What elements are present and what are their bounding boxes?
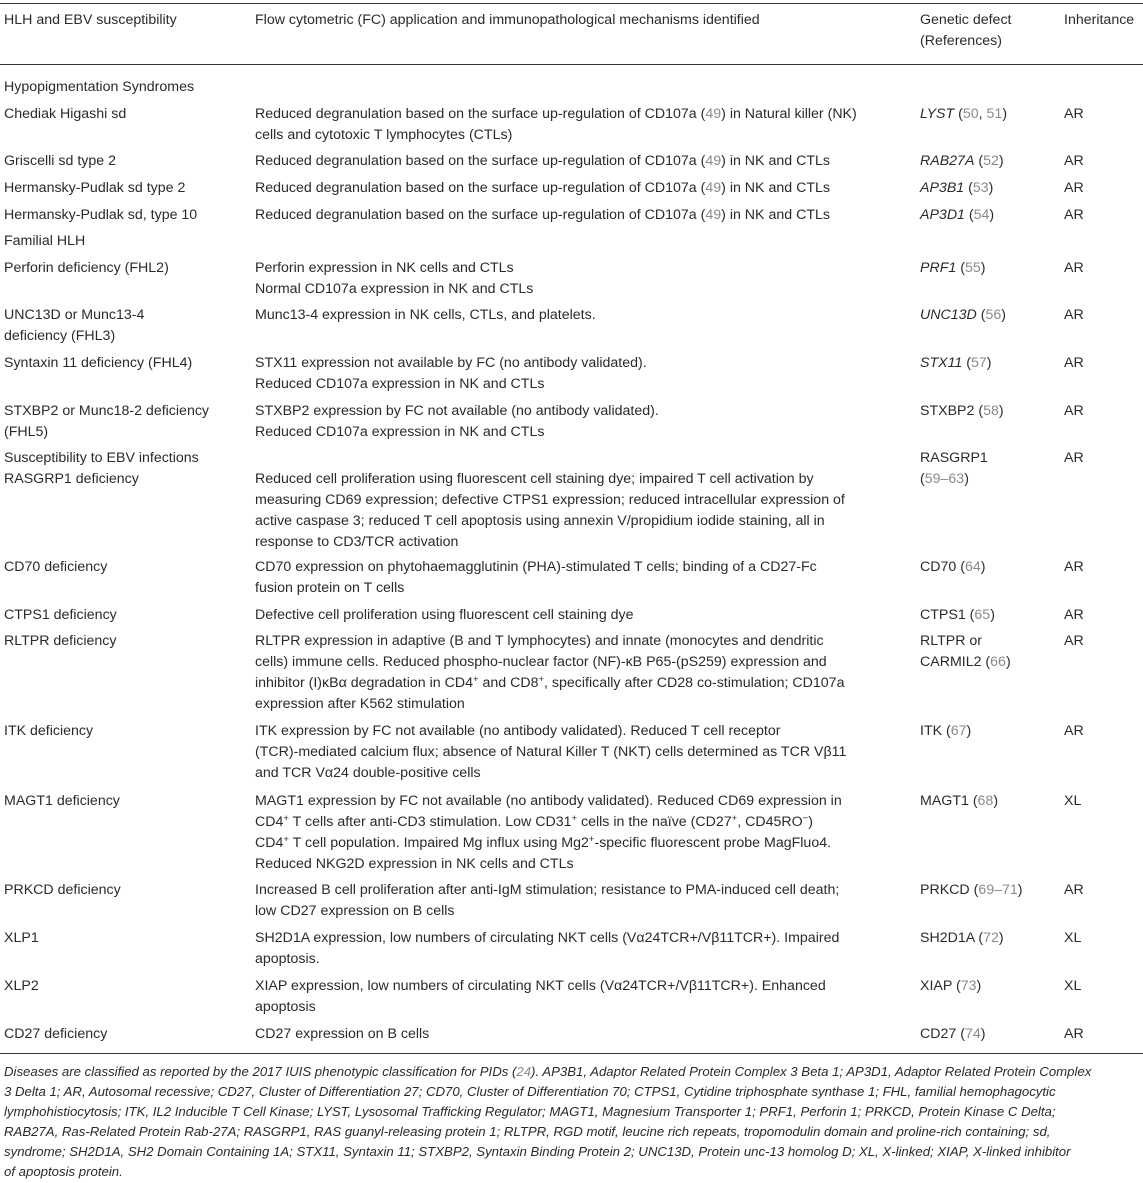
reference-link[interactable]: 69–71 xyxy=(978,882,1018,898)
disease-cell xyxy=(4,401,244,443)
footnote-line: of apoptosis protein. xyxy=(4,1164,123,1179)
disease-cell xyxy=(4,721,244,742)
footnote-line: lymphohistiocytosis; ITK, IL2 Inducible T Cell Kinase; LYST, Lysosomal Trafficking Regulator; MAGT1, Magnesium Transporter 1; PRF1, Perforin 1; PRKCD, Protein Kinase C Delta; xyxy=(4,1104,1056,1119)
gene-cell: MAGT1 (68) xyxy=(920,793,999,809)
inheritance-cell: AR xyxy=(1064,307,1084,323)
inheritance-cell: XL xyxy=(1064,930,1082,946)
disease-cell xyxy=(4,353,244,374)
disease-line: RLTPR deficiency xyxy=(4,633,117,649)
inheritance-cell: AR xyxy=(1064,607,1084,623)
gene-cell: CD27 (74) xyxy=(920,1026,986,1042)
description-cell xyxy=(255,178,917,199)
disease-cell xyxy=(4,178,244,199)
description-text: Reduced degranulation based on the surface up-regulation of CD107a ( xyxy=(255,153,706,169)
reference-link[interactable]: 65 xyxy=(974,607,991,623)
description-line: XIAP expression, low numbers of circulating NKT cells (Vα24TCR+/Vβ11TCR+). Enhanced xyxy=(255,978,826,994)
description-line: and TCR Vα24 double-positive cells xyxy=(255,765,481,781)
description-cell xyxy=(255,928,917,970)
disease-cell xyxy=(4,1024,244,1045)
description-cell xyxy=(255,721,917,784)
reference-link[interactable]: 51 xyxy=(986,106,1003,122)
reference-link[interactable]: 67 xyxy=(950,723,967,739)
disease-cell xyxy=(4,258,244,279)
inheritance-cell: AR xyxy=(1064,633,1084,649)
reference-link[interactable]: 50 xyxy=(962,106,979,122)
description-line: SH2D1A expression, low numbers of circulating NKT cells (Vα24TCR+/Vβ11TCR+). Impaired xyxy=(255,930,840,946)
description-cell xyxy=(255,205,917,226)
description-line: STXBP2 expression by FC not available (no antibody validated). xyxy=(255,403,659,419)
description-cell xyxy=(255,401,917,443)
description-text: Reduced degranulation based on the surface up-regulation of CD107a ( xyxy=(255,106,706,122)
top-rule xyxy=(0,3,1143,4)
disease-line: CD27 deficiency xyxy=(4,1026,108,1042)
gene-cell: ITK (67) xyxy=(920,723,972,739)
inheritance-cell: AR xyxy=(1064,450,1084,466)
header-flow-cytometric: Flow cytometric (FC) application and immunopathological mechanisms identified xyxy=(255,12,760,28)
disease-line: Hermansky-Pudlak sd, type 10 xyxy=(4,207,198,223)
reference-link[interactable]: 49 xyxy=(705,106,722,122)
gene-symbol: PRF1 xyxy=(920,260,957,276)
reference-link[interactable]: 59–63 xyxy=(924,471,965,487)
description-line: CD27 expression on B cells xyxy=(255,1026,430,1042)
header-genetic-defect xyxy=(920,10,1060,52)
disease-line: XLP1 xyxy=(4,930,39,946)
disease-line: MAGT1 deficiency xyxy=(4,793,120,809)
description-line: RLTPR expression in adaptive (B and T lymphocytes) and innate (monocytes and dendritic xyxy=(255,633,824,649)
gene-symbol: AP3B1 xyxy=(920,180,965,196)
inheritance-cell: AR xyxy=(1064,559,1084,575)
reference-link[interactable]: 52 xyxy=(983,153,999,169)
description-line: apoptosis xyxy=(255,999,316,1015)
description-line: Perforin expression in NK cells and CTLs xyxy=(255,260,514,276)
description-text: ) in NK and CTLs xyxy=(721,180,830,196)
gene-symbol: AP3D1 xyxy=(920,207,965,223)
description-line: measuring CD69 expression; defective CTPS1 expression; reduced intracellular expression of xyxy=(255,492,845,508)
gene-cell: CTPS1 (65) xyxy=(920,607,995,623)
footnote-line: syndrome; SH2D1A, SH2 Domain Containing 1A; STX11, Syntaxin 11; STXBP2, Syntaxin Binding Protein 2; UNC13D, Protein unc-13 homolog D; XL, X-linked; XIAP, X-linked inhibitor xyxy=(4,1144,1071,1159)
inheritance-cell: AR xyxy=(1064,403,1084,419)
description-cell xyxy=(255,880,917,922)
description-line: response to CD3/TCR activation xyxy=(255,534,459,550)
reference-link[interactable]: 57 xyxy=(971,355,987,371)
description-line: Defective cell proliferation using fluorescent cell staining dye xyxy=(255,607,634,623)
header-disease: HLH and EBV susceptibility xyxy=(4,12,177,28)
reference-link[interactable]: 72 xyxy=(983,930,999,946)
gene-cell: LYST (50, 51) xyxy=(920,106,1008,122)
gene-line: RLTPR or xyxy=(920,633,983,649)
gene-cell: RAB27A (52) xyxy=(920,153,1004,169)
inheritance-cell: AR xyxy=(1064,180,1084,196)
header-rule xyxy=(0,64,1143,65)
gene-cell: AP3B1 (53) xyxy=(920,180,994,196)
gene-cell: XIAP (73) xyxy=(920,978,982,994)
description-line: inhibitor (I)κBα degradation in CD4+ and CD8+, specifically after CD28 co-stimulation; CD107a xyxy=(255,674,845,691)
gene-line: (59–63) xyxy=(920,471,969,487)
table-footnote xyxy=(4,1062,1139,1182)
disease-cell xyxy=(4,976,244,997)
disease-line: (FHL5) xyxy=(4,424,49,440)
disease-line: Syntaxin 11 deficiency (FHL4) xyxy=(4,355,193,371)
description-line: CD70 expression on phytohaemagglutinin (PHA)-stimulated T cells; binding of a CD27-Fc xyxy=(255,559,817,575)
inheritance-cell: AR xyxy=(1064,723,1084,739)
inheritance-cell: XL xyxy=(1064,978,1082,994)
inheritance-cell: AR xyxy=(1064,153,1084,169)
reference-link[interactable]: 55 xyxy=(964,260,981,276)
disease-cell xyxy=(4,151,244,172)
gene-cell: PRF1 (55) xyxy=(920,260,986,276)
description-cell xyxy=(255,104,917,146)
gene-symbol: RAB27A xyxy=(920,153,975,169)
reference-link[interactable]: 24 xyxy=(516,1064,532,1079)
description-line: Munc13-4 expression in NK cells, CTLs, and platelets. xyxy=(255,307,596,323)
disease-line: RASGRP1 deficiency xyxy=(4,471,139,487)
gene-symbol: UNC13D xyxy=(920,307,977,323)
header-genetic-defect-line2: (References) xyxy=(920,33,1003,49)
footnote-line: RAB27A, Ras-Related Protein Rab-27A; RASGRP1, RAS guanyl-releasing protein 1; RLTPR, RGD motif, leucine rich repeats, tropomodulin domain and proline-rich containing; sd, xyxy=(4,1124,1051,1139)
description-cell xyxy=(255,305,917,326)
description-cell xyxy=(255,976,917,1018)
description-line: cells and cytotoxic T lymphocytes (CTLs) xyxy=(255,127,513,143)
inheritance-cell: AR xyxy=(1064,260,1084,276)
header-inheritance: Inheritance xyxy=(1064,12,1135,28)
description-cell xyxy=(255,353,917,395)
inheritance-cell: AR xyxy=(1064,1026,1084,1042)
description-line: apoptosis. xyxy=(255,951,320,967)
description-line: MAGT1 expression by FC not available (no antibody validated). Reduced CD69 expression in xyxy=(255,793,842,809)
description-line: Normal CD107a expression in NK and CTLs xyxy=(255,281,534,297)
description-text: Reduced degranulation based on the surface up-regulation of CD107a ( xyxy=(255,207,706,223)
section-title: Familial HLH xyxy=(4,233,86,249)
disease-cell xyxy=(4,205,244,226)
description-line xyxy=(255,178,917,199)
reference-link[interactable]: 74 xyxy=(964,1026,981,1042)
description-line: low CD27 expression on B cells xyxy=(255,903,455,919)
gene-cell: UNC13D (56) xyxy=(920,307,1006,323)
gene-cell xyxy=(920,448,1060,490)
disease-cell xyxy=(4,631,244,652)
header-genetic-defect-line1: Genetic defect xyxy=(920,12,1012,28)
disease-line: Chediak Higashi sd xyxy=(4,106,127,122)
description-cell xyxy=(255,605,917,626)
inheritance-cell: AR xyxy=(1064,355,1084,371)
reference-link[interactable]: 66 xyxy=(990,654,1006,670)
description-cell xyxy=(255,469,917,553)
disease-line: XLP2 xyxy=(4,978,39,994)
description-line: Increased B cell proliferation after anti-IgM stimulation; resistance to PMA-induced cell death; xyxy=(255,882,840,898)
reference-link[interactable]: 58 xyxy=(983,403,999,419)
reference-link[interactable]: 64 xyxy=(964,559,981,575)
reference-link[interactable]: 49 xyxy=(705,207,722,223)
disease-cell xyxy=(4,448,244,490)
disease-cell xyxy=(4,305,244,347)
description-cell xyxy=(255,1024,917,1045)
inheritance-cell: AR xyxy=(1064,207,1084,223)
reference-link[interactable]: 68 xyxy=(977,793,994,809)
disease-line: UNC13D or Munc13-4 xyxy=(4,307,145,323)
disease-line: deficiency (FHL3) xyxy=(4,328,116,344)
gene-line: CARMIL2 (66) xyxy=(920,654,1011,670)
disease-line: PRKCD deficiency xyxy=(4,882,121,898)
reference-link[interactable]: 49 xyxy=(705,180,722,196)
section-title: Hypopigmentation Syndromes xyxy=(4,79,195,95)
description-text: ) in NK and CTLs xyxy=(721,207,830,223)
disease-line: Hermansky-Pudlak sd type 2 xyxy=(4,180,186,196)
gene-cell: STX11 (57) xyxy=(920,355,992,371)
description-text: ) in Natural killer (NK) xyxy=(721,106,857,122)
gene-cell xyxy=(920,631,1060,673)
inheritance-cell: AR xyxy=(1064,106,1084,122)
footnote-line: Diseases are classified as reported by the 2017 IUIS phenotypic classification for PIDs (24). AP3B1, Adaptor Related Protein Complex 3 Beta 1; AP3D1, Adaptor Related Protein Complex xyxy=(4,1064,1092,1079)
disease-line: CTPS1 deficiency xyxy=(4,607,117,623)
disease-cell xyxy=(4,104,244,125)
description-line: Reduced CD107a expression in NK and CTLs xyxy=(255,376,545,392)
reference-link[interactable]: 49 xyxy=(705,153,722,169)
description-line: CD4+ T cell population. Impaired Mg influx using Mg2+-specific fluorescent probe MagFluo4. xyxy=(255,834,832,851)
reference-link[interactable]: 56 xyxy=(985,307,1002,323)
disease-line: Perforin deficiency (FHL2) xyxy=(4,260,169,276)
disease-line: STXBP2 or Munc18-2 deficiency xyxy=(4,403,210,419)
disease-line: ITK deficiency xyxy=(4,723,94,739)
description-line xyxy=(255,205,917,226)
disease-cell xyxy=(4,880,244,901)
description-cell xyxy=(255,631,917,715)
disease-line: Griscelli sd type 2 xyxy=(4,153,116,169)
gene-symbol: STX11 xyxy=(920,355,963,371)
gene-cell: PRKCD (69–71) xyxy=(920,882,1023,898)
gene-symbol: LYST xyxy=(920,106,955,122)
gene-cell: AP3D1 (54) xyxy=(920,207,995,223)
gene-cell: CD70 (64) xyxy=(920,559,986,575)
disease-cell xyxy=(4,557,244,578)
description-line: cells) immune cells. Reduced phospho-nuclear factor (NF)-κB P65-(pS259) expression and xyxy=(255,654,827,670)
description-line: Reduced cell proliferation using fluorescent cell staining dye; impaired T cell activation by xyxy=(255,471,814,487)
description-line: CD4+ T cells after anti-CD3 stimulation. Low CD31+ cells in the naïve (CD27+, CD45RO−) xyxy=(255,813,813,830)
reference-link[interactable]: 53 xyxy=(972,180,989,196)
disease-line: Susceptibility to EBV infections xyxy=(4,450,199,466)
reference-link[interactable]: 73 xyxy=(960,978,977,994)
description-line: fusion protein on T cells xyxy=(255,580,405,596)
description-text: ) in NK and CTLs xyxy=(721,153,830,169)
footnote-line: 3 Delta 1; AR, Autosomal recessive; CD27, Cluster of Differentiation 27; CD70, Cluster of Differentiation 70; CTPS1, Cytidine triphosphate synthase 1; FHL, familial hemophagocytic xyxy=(4,1084,1056,1099)
description-line: ITK expression by FC not available (no antibody validated). Reduced T cell receptor xyxy=(255,723,781,739)
description-cell xyxy=(255,791,917,875)
description-cell xyxy=(255,151,917,172)
disease-cell xyxy=(4,928,244,949)
description-line: expression after K562 stimulation xyxy=(255,696,465,712)
description-line: Reduced NKG2D expression in NK cells and CTLs xyxy=(255,856,574,872)
description-text: Reduced degranulation based on the surface up-regulation of CD107a ( xyxy=(255,180,706,196)
gene-cell: STXBP2 (58) xyxy=(920,403,1004,419)
description-line xyxy=(255,151,917,172)
gene-cell: SH2D1A (72) xyxy=(920,930,1004,946)
description-line: Reduced CD107a expression in NK and CTLs xyxy=(255,424,545,440)
description-cell xyxy=(255,258,917,300)
description-line xyxy=(255,104,917,125)
gene-line: RASGRP1 xyxy=(920,450,988,466)
reference-link[interactable]: 54 xyxy=(973,207,990,223)
description-cell xyxy=(255,557,917,599)
disease-cell xyxy=(4,605,244,626)
bottom-rule xyxy=(0,1053,1143,1054)
description-line: (TCR)-mediated calcium flux; absence of Natural Killer T (NKT) cells determined as TCR Vβ11 xyxy=(255,744,847,760)
description-line: STX11 expression not available by FC (no antibody validated). xyxy=(255,355,647,371)
description-line: active caspase 3; reduced T cell apoptosis using annexin V/propidium iodide staining, all in xyxy=(255,513,825,529)
disease-line: CD70 deficiency xyxy=(4,559,108,575)
inheritance-cell: AR xyxy=(1064,882,1084,898)
inheritance-cell: XL xyxy=(1064,793,1082,809)
disease-cell xyxy=(4,791,244,812)
